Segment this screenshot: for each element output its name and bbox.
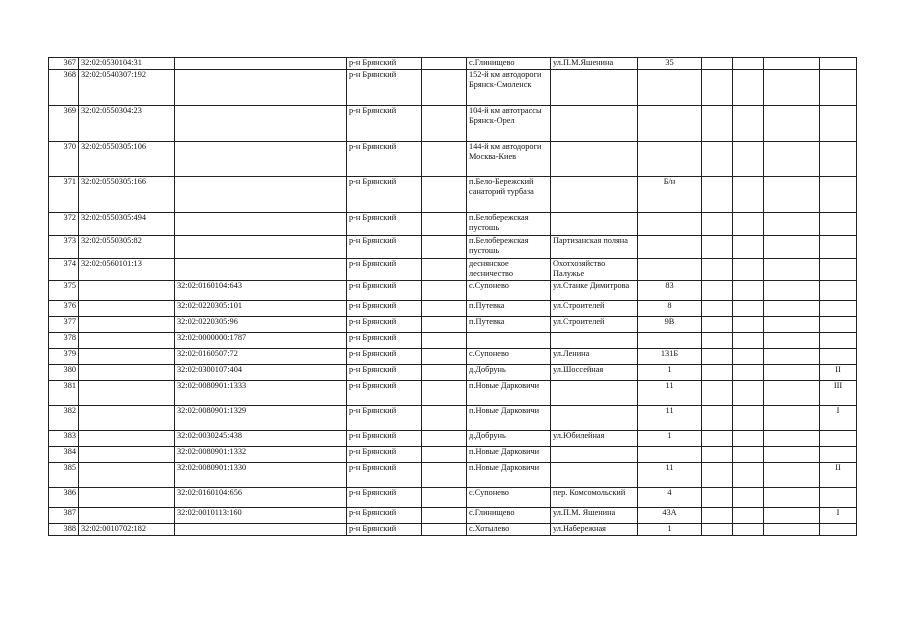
category-cell [820,332,857,348]
district-cell: р-н Брянский [347,332,422,348]
street-cell [551,105,638,141]
district-cell: р-н Брянский [347,507,422,523]
extra-cell [702,430,733,446]
table-row [49,405,857,430]
row-number: 378 [49,332,79,348]
house-number-cell [638,446,702,462]
empty-cell [422,523,467,535]
row-number: 385 [49,462,79,487]
cadastral-number-alt-cell: 32:02:0000000:1787 [175,332,347,348]
empty-cell [422,212,467,235]
district-cell: р-н Брянский [347,141,422,176]
cadastral-number-cell: 32:02:0010702:182 [79,523,175,535]
cadastral-number-cell: 32:02:0550304:23 [79,105,175,141]
district-cell: р-н Брянский [347,235,422,258]
house-number-cell [638,235,702,258]
empty-cell [422,235,467,258]
extra-cell [764,258,820,280]
district-cell: р-н Брянский [347,69,422,105]
category-cell [820,258,857,280]
district-cell: р-н Брянский [347,364,422,380]
row-number: 368 [49,69,79,105]
street-cell: ул.П.М.Яшенина [551,58,638,70]
cadastral-number-alt-cell: 32:02:0300107:404 [175,364,347,380]
row-number: 376 [49,300,79,316]
extra-cell [733,462,764,487]
house-number-cell [638,105,702,141]
locality-cell: 144-й км автодороги Москва-Киев [467,141,551,176]
row-number: 383 [49,430,79,446]
extra-cell [733,58,764,70]
category-cell: II [820,462,857,487]
extra-cell [733,487,764,507]
street-cell [551,380,638,405]
category-cell [820,58,857,70]
cadastral-number-alt-cell: 32:02:0160104:656 [175,487,347,507]
house-number-cell: 83 [638,280,702,300]
category-cell [820,523,857,535]
extra-cell [764,280,820,300]
locality-cell: п.Новые Дарковичи [467,380,551,405]
district-cell: р-н Брянский [347,105,422,141]
records-table [48,57,857,536]
empty-cell [422,446,467,462]
category-cell [820,316,857,332]
house-number-cell [638,212,702,235]
locality-cell: п.Новые Дарковичи [467,462,551,487]
house-number-cell: 1 [638,430,702,446]
district-cell: р-н Брянский [347,212,422,235]
cadastral-number-alt-cell: 32:02:0030245:438 [175,430,347,446]
table-row [49,446,857,462]
extra-cell [733,405,764,430]
cadastral-number-cell [79,300,175,316]
table-row [49,364,857,380]
street-cell: ул.Набережная [551,523,638,535]
empty-cell [422,462,467,487]
locality-cell: деснянское лесничество [467,258,551,280]
locality-cell: п.Новые Дарковичи [467,446,551,462]
row-number: 379 [49,348,79,364]
street-cell: ул.Шоссейная [551,364,638,380]
extra-cell [733,332,764,348]
cadastral-number-cell: 32:02:0550305:494 [79,212,175,235]
extra-cell [702,300,733,316]
house-number-cell: 11 [638,405,702,430]
locality-cell: с.Супонево [467,487,551,507]
row-number: 373 [49,235,79,258]
cadastral-number-cell [79,446,175,462]
row-number: 381 [49,380,79,405]
cadastral-number-alt-cell [175,141,347,176]
extra-cell [764,316,820,332]
extra-cell [702,141,733,176]
street-cell: ул.Строителей [551,300,638,316]
extra-cell [764,446,820,462]
street-cell [551,212,638,235]
row-number: 370 [49,141,79,176]
street-cell: ул.Строителей [551,316,638,332]
category-cell: II [820,364,857,380]
category-cell [820,176,857,212]
cadastral-number-alt-cell [175,212,347,235]
empty-cell [422,364,467,380]
house-number-cell [638,258,702,280]
table-row [49,69,857,105]
extra-cell [702,69,733,105]
empty-cell [422,487,467,507]
street-cell: ул.Юбилейная [551,430,638,446]
empty-cell [422,258,467,280]
extra-cell [702,348,733,364]
extra-cell [702,280,733,300]
cadastral-number-cell [79,462,175,487]
table-row [49,141,857,176]
cadastral-number-alt-cell: 32:02:0080901:1330 [175,462,347,487]
street-cell [551,176,638,212]
locality-cell [467,332,551,348]
district-cell: р-н Брянский [347,258,422,280]
empty-cell [422,380,467,405]
table-row [49,380,857,405]
district-cell: р-н Брянский [347,316,422,332]
street-cell [551,332,638,348]
row-number: 387 [49,507,79,523]
empty-cell [422,348,467,364]
locality-cell: с.Супонево [467,280,551,300]
category-cell [820,105,857,141]
extra-cell [764,487,820,507]
cadastral-number-alt-cell: 32:02:0160507:72 [175,348,347,364]
extra-cell [764,523,820,535]
locality-cell: п.Белобережская пустошь [467,235,551,258]
street-cell: пер. Комсомольский [551,487,638,507]
house-number-cell: 1 [638,523,702,535]
extra-cell [764,462,820,487]
empty-cell [422,176,467,212]
extra-cell [733,316,764,332]
cadastral-number-alt-cell: 32:02:0010113:160 [175,507,347,523]
cadastral-number-cell [79,405,175,430]
category-cell [820,487,857,507]
district-cell: р-н Брянский [347,348,422,364]
locality-cell: с.Супонево [467,348,551,364]
cadastral-number-alt-cell [175,523,347,535]
empty-cell [422,430,467,446]
cadastral-number-cell [79,280,175,300]
street-cell: ул.Станке Димитрова [551,280,638,300]
house-number-cell: Б/н [638,176,702,212]
extra-cell [702,316,733,332]
extra-cell [702,380,733,405]
row-number: 386 [49,487,79,507]
extra-cell [733,446,764,462]
extra-cell [702,446,733,462]
district-cell: р-н Брянский [347,446,422,462]
empty-cell [422,507,467,523]
cadastral-number-cell: 32:02:0550305:82 [79,235,175,258]
extra-cell [733,235,764,258]
empty-cell [422,332,467,348]
extra-cell [764,105,820,141]
cadastral-number-cell: 32:02:0550305:166 [79,176,175,212]
table-row [49,58,857,70]
extra-cell [702,105,733,141]
table-row [49,348,857,364]
empty-cell [422,141,467,176]
district-cell: р-н Брянский [347,380,422,405]
extra-cell [733,380,764,405]
extra-cell [702,58,733,70]
extra-cell [733,105,764,141]
category-cell: III [820,380,857,405]
category-cell [820,446,857,462]
extra-cell [733,176,764,212]
extra-cell [764,58,820,70]
house-number-cell: 8 [638,300,702,316]
extra-cell [733,280,764,300]
table-row [49,462,857,487]
empty-cell [422,105,467,141]
extra-cell [702,258,733,280]
street-cell: Охотхозяйство Палужье [551,258,638,280]
street-cell: ул.П.М. Яшенина [551,507,638,523]
extra-cell [702,523,733,535]
extra-cell [733,507,764,523]
extra-cell [702,487,733,507]
empty-cell [422,280,467,300]
house-number-cell: 131Б [638,348,702,364]
row-number: 369 [49,105,79,141]
cadastral-number-alt-cell [175,176,347,212]
table-row [49,332,857,348]
extra-cell [702,212,733,235]
cadastral-number-alt-cell: 32:02:0220305:96 [175,316,347,332]
row-number: 372 [49,212,79,235]
extra-cell [764,507,820,523]
table-row [49,316,857,332]
street-cell [551,446,638,462]
table-row [49,105,857,141]
row-number: 371 [49,176,79,212]
district-cell: р-н Брянский [347,405,422,430]
extra-cell [702,507,733,523]
cadastral-number-cell [79,348,175,364]
extra-cell [733,69,764,105]
category-cell: I [820,405,857,430]
empty-cell [422,58,467,70]
district-cell: р-н Брянский [347,176,422,212]
table-row [49,212,857,235]
table-row [49,280,857,300]
cadastral-number-cell: 32:02:0550305:106 [79,141,175,176]
extra-cell [764,364,820,380]
row-number: 367 [49,58,79,70]
table-row [49,235,857,258]
cadastral-number-cell [79,380,175,405]
locality-cell: д.Добрунь [467,430,551,446]
empty-cell [422,69,467,105]
locality-cell: с.Глинищево [467,58,551,70]
cadastral-number-cell [79,430,175,446]
table-row [49,487,857,507]
house-number-cell: 4 [638,487,702,507]
cadastral-number-alt-cell [175,69,347,105]
row-number: 380 [49,364,79,380]
extra-cell [702,176,733,212]
category-cell [820,300,857,316]
category-cell [820,212,857,235]
cadastral-number-alt-cell: 32:02:0080901:1329 [175,405,347,430]
cadastral-number-alt-cell [175,235,347,258]
district-cell: р-н Брянский [347,430,422,446]
locality-cell: п.Бело-Бережский санаторий турбаза [467,176,551,212]
locality-cell: с.Хотылево [467,523,551,535]
extra-cell [764,348,820,364]
district-cell: р-н Брянский [347,523,422,535]
extra-cell [764,212,820,235]
house-number-cell: 35 [638,58,702,70]
extra-cell [733,300,764,316]
district-cell: р-н Брянский [347,487,422,507]
extra-cell [764,176,820,212]
cadastral-number-cell [79,487,175,507]
cadastral-number-cell [79,507,175,523]
locality-cell: п.Белобережская пустошь [467,212,551,235]
table-row [49,430,857,446]
row-number: 384 [49,446,79,462]
cadastral-number-cell [79,316,175,332]
table-row [49,176,857,212]
extra-cell [733,364,764,380]
empty-cell [422,405,467,430]
extra-cell [764,141,820,176]
extra-cell [764,405,820,430]
cadastral-number-alt-cell [175,258,347,280]
extra-cell [764,332,820,348]
extra-cell [764,69,820,105]
row-number: 374 [49,258,79,280]
table-row [49,507,857,523]
table-row [49,523,857,535]
table-row [49,258,857,280]
locality-cell: п.Путевка [467,316,551,332]
category-cell [820,280,857,300]
extra-cell [733,258,764,280]
extra-cell [733,141,764,176]
house-number-cell: 11 [638,380,702,405]
house-number-cell [638,69,702,105]
house-number-cell: 9В [638,316,702,332]
cadastral-number-alt-cell: 32:02:0080901:1333 [175,380,347,405]
district-cell: р-н Брянский [347,462,422,487]
locality-cell: п.Новые Дарковичи [467,405,551,430]
extra-cell [702,462,733,487]
table-row [49,300,857,316]
row-number: 382 [49,405,79,430]
street-cell: Партизанская поляна [551,235,638,258]
district-cell: р-н Брянский [347,58,422,70]
district-cell: р-н Брянский [347,300,422,316]
category-cell [820,430,857,446]
cadastral-number-cell: 32:02:0540307:192 [79,69,175,105]
empty-cell [422,316,467,332]
extra-cell [702,405,733,430]
table-body [49,58,857,536]
street-cell [551,462,638,487]
house-number-cell [638,332,702,348]
extra-cell [702,364,733,380]
extra-cell [733,430,764,446]
category-cell: I [820,507,857,523]
street-cell [551,69,638,105]
row-number: 375 [49,280,79,300]
house-number-cell: 43А [638,507,702,523]
row-number: 388 [49,523,79,535]
extra-cell [733,212,764,235]
street-cell [551,405,638,430]
street-cell: ул.Ленина [551,348,638,364]
category-cell [820,235,857,258]
locality-cell: д.Добрунь [467,364,551,380]
locality-cell: 152-й км автодороги Брянск-Смоленск [467,69,551,105]
locality-cell: п.Путевка [467,300,551,316]
cadastral-number-cell: 32:02:0560101:13 [79,258,175,280]
extra-cell [764,300,820,316]
house-number-cell: 11 [638,462,702,487]
cadastral-number-cell [79,332,175,348]
locality-cell: 104-й км автотрассы Брянск-Орел [467,105,551,141]
category-cell [820,348,857,364]
cadastral-number-alt-cell: 32:02:0080901:1332 [175,446,347,462]
street-cell [551,141,638,176]
extra-cell [702,235,733,258]
extra-cell [764,235,820,258]
extra-cell [733,348,764,364]
cadastral-number-alt-cell [175,58,347,70]
house-number-cell [638,141,702,176]
extra-cell [733,523,764,535]
category-cell [820,69,857,105]
cadastral-number-alt-cell [175,105,347,141]
empty-cell [422,300,467,316]
category-cell [820,141,857,176]
extra-cell [702,332,733,348]
house-number-cell: 1 [638,364,702,380]
cadastral-number-cell [79,364,175,380]
row-number: 377 [49,316,79,332]
cadastral-number-alt-cell: 32:02:0220305:101 [175,300,347,316]
cadastral-number-cell: 32:02:0530104:31 [79,58,175,70]
extra-cell [764,380,820,405]
extra-cell [764,430,820,446]
locality-cell: с.Глинищево [467,507,551,523]
cadastral-number-alt-cell: 32:02:0160104:643 [175,280,347,300]
district-cell: р-н Брянский [347,280,422,300]
